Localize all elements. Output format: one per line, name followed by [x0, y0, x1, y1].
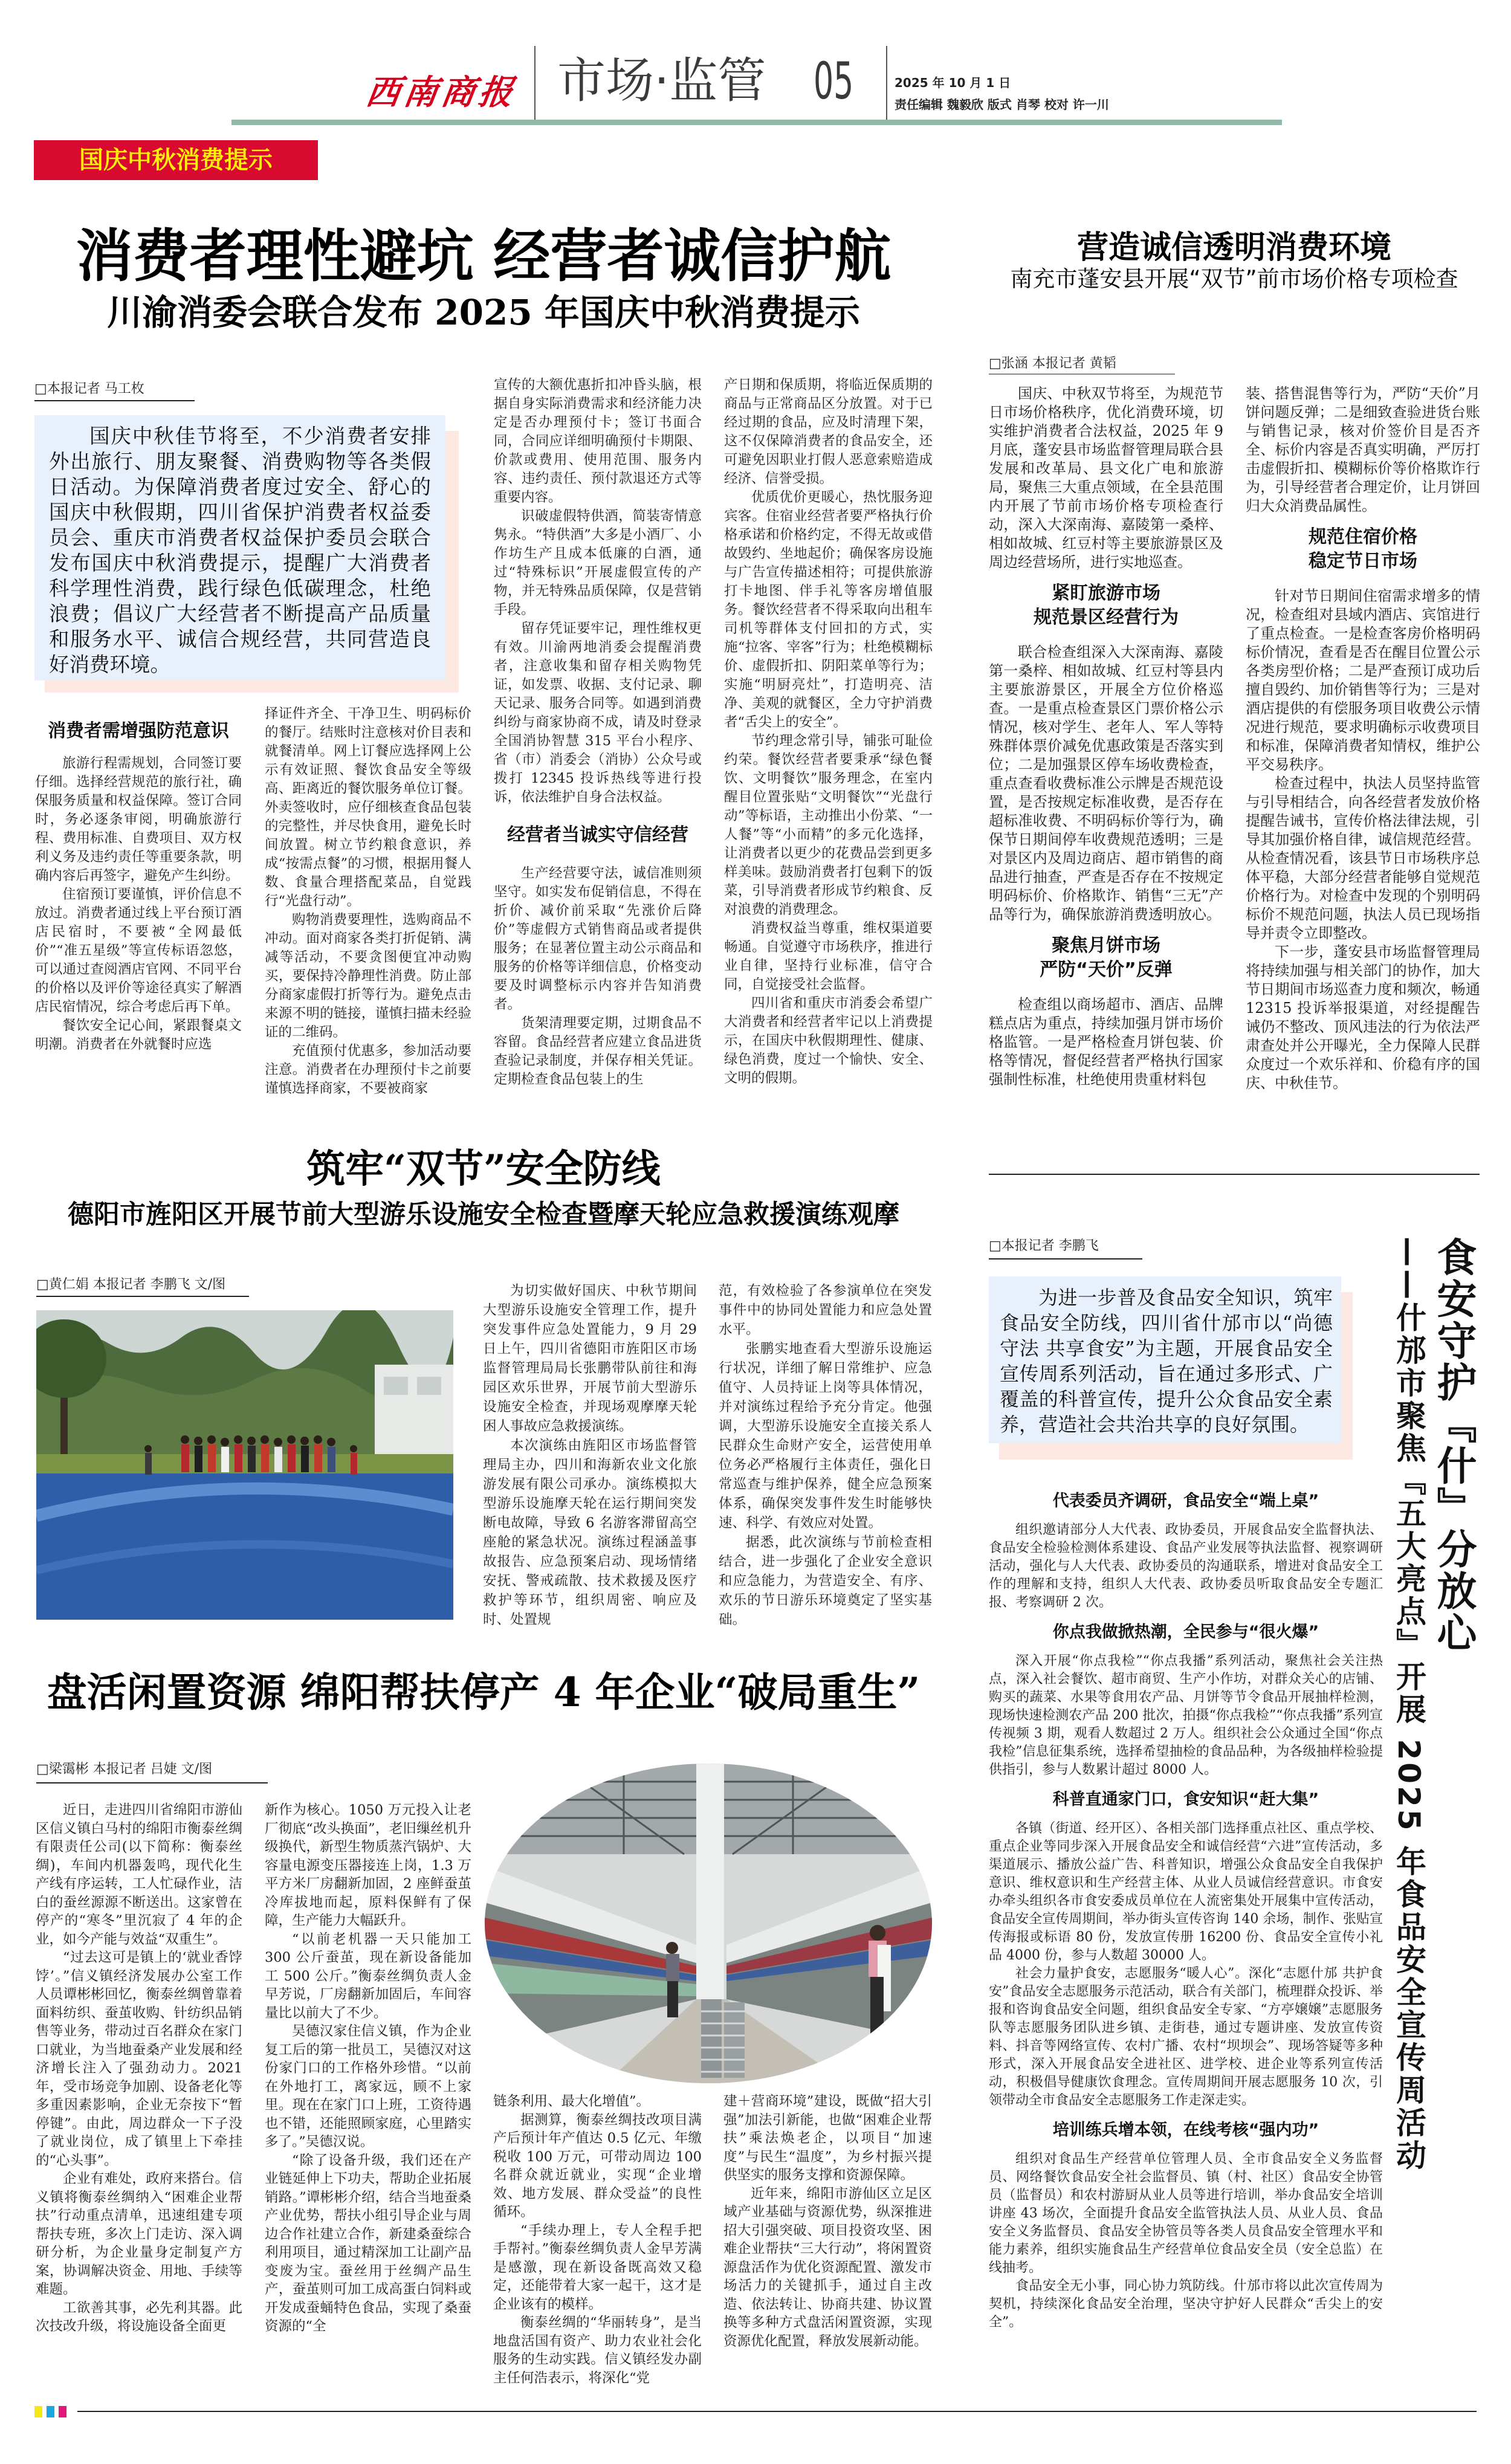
masthead-logo: 西南商报 [363, 73, 519, 112]
column-mianyang-2 [265, 1801, 471, 2336]
paragraph: 下一步，蓬安县市场监督管理局将持续加强与相关部门的协作，加大节日期间市场巡查力度和频次，畅通 12315 投诉举报渠道，对经提醒告诫仍不整改、顶风违法的行为依法严肃查处并公开曝光，全力保障人民群众度过一个欢乐祥和、价稳有序的国庆、中秋佳节。 [1246, 943, 1480, 1091]
subhead-science-outreach: 科普直通家门口，食安知识“赶大集” [1052, 1790, 1319, 1809]
subhead-deputies-research: 代表委员齐调研，食品安全“端上桌” [1052, 1492, 1319, 1510]
paragraph: 据悉，此次演练与节前检查相结合，进一步强化了企业安全意识和应急能力，为营造安全、有序、欢乐的节日游乐环境奠定了坚实基础。 [719, 1534, 932, 1628]
paragraph: 优质优价更暖心，热忱服务迎宾客。住宿业经营者要严格执行价格承诺和价格约定，不得无故或借故毁约、坐地起价；确保客房设施与广告宣传描述相符；可提供旅游打卡地图、伴手礼等客房增值服务。餐饮经营者不得采取向出租车司机等群体支付回扣的方式，实施“拉客、宰客”行为；杜绝模糊标价、虚假折扣、阴阳菜单等行为；实施“明厨亮灶”，打造明亮、洁净、美观的就餐区，全力守护消费者“舌尖上的安全”。 [724, 490, 933, 730]
headline-mianyang: 盘活闲置资源 绵阳帮扶停产 4 年企业“破局重生” [47, 1669, 921, 1716]
byline-mianyang: □梁霭彬 本报记者 吕婕 文/图 [36, 1762, 213, 1777]
paragraph: 近年来，绵阳市游仙区立足区域产业基础与资源优势，纵深推进招大引强突破、项目投资攻坚、困难企业帮扶“三大行动”，将闲置资源盘活作为优化资源配置、激发市场活力的关键抓手，通过自主改造、依法转让、协商共建、协议置换等多种方式盘活闲置资源，实现资源优化配置，释放发展新动能。 [723, 2185, 932, 2349]
photo-silk-factory-graphic [485, 1764, 932, 2083]
paragraph: 范，有效检验了各参演单位在突发事件中的协同处置能力和应急处置水平。 [719, 1283, 932, 1337]
summary-text: 为进一步普及食品安全知识，筑牢食品安全防线，四川省什邡市以“尚德守法 共享食安”为主题，开展食品安全宣传周系列活动，旨在通过多形式、广覆盖的科普宣传，提升公众食品安全素养，营造社会共治共享的良好氛围。 [1000, 1286, 1333, 1436]
subhead-line: 紧盯旅游市场 [1052, 583, 1160, 604]
paragraph: 吴德汉家住信义镇，作为企业复工后的第一批员工，吴德汉对这份家门口的工作格外珍惜。“以前在外地打工，离家远，顾不上家里。现在在家门口上班，工资待遇也不错，还能照顾家庭，心里踏实多了。”吴德汉说。 [265, 2023, 471, 2150]
byline-nanchong: □张涵 本报记者 黄韬 [989, 356, 1116, 371]
paragraph: 新作为核心。1050 万元投入让老厂彻底“改头换面”，老旧缫丝机升级换代，新型生物质蒸汽锅炉、大容量电源变压器接连上岗，1.3 万平方米厂房翻新加固，2 座鲜蚕茧冷库拔地而起，原料保鲜有了保障，生产能力大幅跃升。 [265, 1802, 471, 1929]
footer-rule [77, 2411, 1477, 2412]
paragraph: 装、搭售混售等行为，严防“天价”月饼问题反弹；二是细致查验进货台账与销售记录，核对价签价目是否齐全、标价内容是否真实明确，严厉打击虚假折扣、模糊标价等价格欺诈行为，引导经营者合理定价，让月饼回归大众消费品属性。 [1246, 385, 1480, 514]
column-deyang-2 [719, 1281, 932, 1629]
paragraph: 衡泰丝绸的“华丽转身”，是当地盘活国有资产、助力农业社会化服务的生动实践。信义镇经发办副主任何浩表示，将深化“党 [493, 2315, 702, 2386]
column-mianyang-4 [723, 2092, 932, 2350]
paragraph: 针对节日期间住宿需求增多的情况，检查组对县域内酒店、宾馆进行了重点检查。一是检查客房价格明码标价情况，查看是否在醒目位置公示各类房型价格；二是严查预订成功后擅自毁约、加价销售等行为；三是对酒店提供的有偿服务项目收费公示情况进行规范，要求明确标示收费项目和标准，保障消费者知情权，维护公平交易秩序。 [1246, 587, 1480, 773]
byline-deyang: □黄仁娟 本报记者 李鹏飞 文/图 [36, 1277, 226, 1292]
column-consumer-1 [35, 754, 242, 1054]
paragraph: 组织对食品生产经营单位管理人员、全市食品安全义务监督员、网络餐饮食品安全社会监督员、镇（村、社区）食品安全协管员（监督员）和农村游厨从业人员等进行培训，举办食品安全培训讲座 43 场次，全面提升食品安全监管执法人员、从业人员、食品安全义务监督员、食品安全协管员等各类人员食品安全管理水平和能力素养，组织实施食品生产经营单位食品安全员（安全总监）在线抽考。 [989, 2152, 1383, 2275]
paragraph: 联合检查组深入大深南海、嘉陵第一桑梓、相如故城、红豆村等县内主要旅游景区，开展全方位价格巡查。一是重点检查景区门票价格公示情况，核对学生、老年人、军人等特殊群体票价减免优惠政策是否落实到位；二是加强景区停车场收费检查，重点查看收费标准公示牌是否规范设置，是否按规定标准收费，是否存在超标准收费、不明码标价等行为，确保节日期间停车收费规范透明；三是对景区内及周边商店、超市销售的商品进行抽查，严查是否存在不按规定明码标价、价格欺诈、销售“三无”产品等行为，确保旅游消费透明放心。 [989, 644, 1223, 923]
paragraph: 充值预付优惠多，参加活动要注意。消费者在办理预付卡之前要谨慎选择商家，不要被商家 [265, 1043, 471, 1096]
column-deyang-1 [483, 1281, 697, 1629]
issue-date: 2025 年 10 月 1 日 [895, 76, 1011, 90]
register-mark-magenta [59, 2406, 66, 2417]
column-nanchong-1 [989, 384, 1223, 1089]
summary-box-consumer [34, 415, 445, 681]
column-nanchong-2 [1246, 384, 1480, 1093]
paragraph: 识破虚假特供酒，简装寄情意隽永。“特供酒”大多是小酒厂、小作坊生产且成本低廉的白酒，通过“特殊标识”开展虚假宣传的产物，并无特殊品质保障，仅是营销手段。 [494, 508, 702, 618]
paragraph: 据测算，衡泰丝绸技改项目满产后预计年产值达 0.5 亿元、年缴税收 100 万元，可带动周边 100 名群众就近就业，实现“企业增效、地方发展、群众受益”的良性循环。 [493, 2112, 702, 2220]
paragraph: 住宿预订要谨慎，评价信息不放过。消费者通过线上平台预订酒店民宿时，不要被“全网最低价”“准五星级”等宣传标语忽悠，可以通过查阅酒店官网、不同平台的价格以及评价等途径真实了解酒店民宿情况，综合考虑后再下单。 [35, 887, 242, 1015]
header-bar [231, 120, 1282, 125]
paragraph: 产日期和保质期，将临近保质期的商品与正常商品区分放置。对于已经过期的食品，应及时清理下架，这不仅保障消费者的食品安全，还可避免因职业打假人恶意索赔造成经济、信誉受损。 [724, 377, 933, 487]
page-number: 05 [814, 51, 854, 111]
byline-consumer: □本报记者 马工枚 [34, 381, 144, 396]
paragraph: 张鹏实地查看大型游乐设施运行状况，详细了解日常维护、应急值守、人员持证上岗等具体情况，并对演练过程给予充分肯定。他强调，大型游乐设施安全直接关系人民群众生命财产安全，运营使用单位务必严格履行主体责任，强化日常巡查与维护保养，健全应急预案体系，确保突发事件发生时能够快速、科学、有效应对处置。 [719, 1341, 932, 1531]
section-tag [34, 140, 318, 180]
paragraph: 检查组以商场超市、酒店、品牌糕点店为重点，持续加强月饼市场价格监管。一是严格检查月饼包装、价格等情况，督促经营者严格执行国家强制性标准，杜绝使用贵重材料包 [989, 996, 1223, 1088]
photo-silk-factory [485, 1764, 932, 2083]
byline-rule [36, 1782, 268, 1783]
paragraph: 链条利用、最大化增值”。 [493, 2094, 650, 2109]
paragraph: 择证件齐全、干净卫生、明码标价的餐厅。结账时注意核对价目表和就餐清单。网上订餐应选择网上公示有效证照、餐饮食品安全等级高、距离近的餐饮服务单位订餐。外卖签收时，应仔细核查食品包装的完整性，并尽快食用，避免长时间放置。树立节约粮食意识，养成“按需点餐”的习惯，根据用餐人数、食量合理搭配菜品，自觉践行“光盘行动”。 [265, 706, 471, 909]
headline-nanchong: 营造诚信透明消费环境 [1076, 229, 1391, 266]
byline-rule [34, 400, 195, 401]
byline-rule [989, 373, 1175, 375]
header-divider [534, 46, 535, 120]
byline-rule [36, 1296, 249, 1297]
paragraph: 国庆、中秋双节将至，为规范节日市场价格秩序，优化消费环境，切实维护消费者合法权益，2025 年 9 月底，蓬安县市场监督管理局联合县发展和改革局、县文化广电和旅游局，聚焦三大重点领域，在全县范围内开展了节前市场价格专项检查行动，深入大深南海、嘉陵第一桑梓、相如故城、红豆村等主要旅游景区及周边经营场所，进行实地巡查。 [989, 385, 1223, 571]
subhead-line: 规范住宿价格 [1309, 526, 1417, 548]
paragraph: 宣传的大额优惠折扣冲昏头脑，根据自身实际消费需求和经济能力决定是否办理预付卡；签订书面合同，合同应详细明确预付卡期限、价款或费用、使用范围、服务内容、违约责任、预付款退还方式等重要内容。 [494, 377, 702, 505]
subhead-tourism-market [989, 581, 1223, 630]
paragraph: 留存凭证要牢记，理性维权更有效。川渝两地消委会提醒消费者，注意收集和留存相关购物凭证，如发票、收据、支付记录、聊天记录、服务合同等。如遇到消费纠纷与商家协商不成，请及时登录全国消协智慧 315 平台小程序、省（市）消委会（消协）公众号或拨打 12345 投诉热线等进行投诉，依法维护自身合法权益。 [494, 621, 702, 805]
subhead-lodging-price [1246, 525, 1480, 574]
paragraph: 餐饮安全记心间，紧跟餐桌文明潮。消费者在外就餐时应选 [35, 1018, 242, 1052]
subheadline-deyang: 德阳市旌阳区开展节前大型游乐设施安全检查暨摩天轮应急救援演练观摩 [68, 1200, 899, 1230]
paragraph: 企业有难处，政府来搭台。信义镇将衡泰丝绸纳入“困难企业帮扶”行动重点清单，迅速组建专项帮扶专班，多次上门走访、深入调研分析，为企业量身定制复产方案，协调解决资金、用地、手续等难题。 [36, 2171, 242, 2297]
register-mark-cyan [47, 2406, 54, 2417]
subhead-training-exam: 培训练兵增本领，在线考核“强内功” [1052, 2121, 1319, 2139]
subhead-you-pick-we-test: 你点我做掀热潮，全民参与“很火爆” [1052, 1623, 1319, 1641]
paragraph: 工欲善其事，必先利其器。此次技改升级，将设施设备全面更 [36, 2300, 242, 2334]
column-mianyang-1 [36, 1801, 242, 2336]
subhead-line: 规范景区经营行为 [1034, 607, 1179, 628]
register-mark-yellow [34, 2406, 42, 2417]
section-tag-label: 国庆中秋消费提示 [79, 146, 273, 174]
subhead-operator-integrity: 经营者当诚实守信经营 [507, 824, 688, 846]
header-divider [886, 46, 887, 120]
byline-shifang: □本报记者 李鹏飞 [989, 1238, 1099, 1253]
column-shifang [989, 1487, 1383, 2332]
subheadline-nanchong: 南充市蓬安县开展“双节”前市场价格专项检查 [1010, 266, 1458, 292]
section-divider [989, 1174, 1480, 1175]
paragraph: 社会力量护食安，志愿服务“暖人心”。深化“志愿什邡 共护食安”食品安全志愿服务示范活动，联合有关部门，梳理群众投诉、举报和咨询食品安全问题，组织食品安全专家、“方亭嬢嬢”志愿服务队等志愿服务团队进乡镇、走街巷，通过专题讲座、发放宣传资料、抖音等网络宣传、农村广播、农村“坝坝会”、现场答疑等多种形式，深入开展食品安全进社区、进学校、进企业等系列宣传活动，积极倡导健康饮食理念。宣传周期间开展志愿服务 10 次，引领带动全市食品安全志愿服务工作走深走实。 [989, 1966, 1383, 2108]
photo-amusement-park-graphic [36, 1310, 453, 1620]
summary-text: 国庆中秋佳节将至，不少消费者安排外出旅行、朋友聚餐、消费购物等各类假日活动。为保障消费者度过安全、舒心的国庆中秋假期，四川省保护消费者权益委员会、重庆市消费者权益保护委员会联合发布国庆中秋消费提示，提醒广大消费者科学理性消费，践行绿色低碳理念，杜绝浪费；倡议广大经营者不断提高产品质量和服务水平、诚信合规经营，共同营造良好消费环境。 [49, 424, 431, 676]
summary-box-shifang [989, 1276, 1341, 1443]
paragraph: 消费权益当尊重，维权渠道要畅通。自觉遵守市场秩序，推进行业自律，坚持行业标准，信守合同，自觉接受社会监督。 [724, 920, 933, 992]
paragraph: 组织邀请部分人大代表、政协委员，开展食品安全监督执法、食品安全检验检测体系建设、食品产业发展等执法监督、视察调研活动，强化与人大代表、政协委员的沟通联系，增进对食品安全工作的理解和支持，组织人大代表、政协委员听取食品安全专题汇报、考察调研 2 次。 [989, 1522, 1383, 1610]
column-consumer-3 [494, 376, 702, 1089]
subhead-line: 聚焦月饼市场 [1052, 935, 1160, 956]
subhead-consumer-awareness: 消费者需增强防范意识 [48, 720, 229, 742]
column-consumer-2 [265, 705, 471, 1098]
headline-deyang: 筑牢“双节”安全防线 [306, 1146, 661, 1192]
paragraph: “除了设备升级，我们还在产业链延伸上下功夫，帮助企业拓展销路。”谭彬彬介绍，结合当地蚕桑产业优势，帮扶小组引导企业与周边合作社建立合作，新建桑蚕综合利用项目，通过精深加工让副产品变废为宝。蚕丝用于丝绸产品生产，蚕茧则可加工成高蛋白饲料或开发成蚕蛹特色食品，实现了桑蚕资源的“全 [265, 2152, 471, 2334]
subhead-mooncake-market [989, 934, 1223, 982]
paragraph: “手续办理上，专人全程手把手帮衬。”衡泰丝绸负责人金早芳满是感激，现在新设备既高效又稳定，还能带着大家一起干，这才是企业该有的模样。 [493, 2222, 702, 2312]
paragraph: 旅游行程需规划，合同签订要仔细。选择经营规范的旅行社，确保服务质量和权益保障。签订合同时，务必逐条审阅，明确旅游行程、费用标准、自费项目、双方权利义务及违约责任等重要条款，明确内容后再签字，避免产生纠纷。 [35, 755, 242, 884]
paragraph: 四川省和重庆市消委会希望广大消费者和经营者牢记以上消费提示，在国庆中秋假期理性、健康、绿色消费，度过一个愉快、安全、文明的假期。 [724, 995, 933, 1086]
paragraph: 购物消费要理性，选购商品不冲动。面对商家各类打折促销、满减等活动，不要贪图便宜冲动购买，要保持冷静理性消费。防止部分商家虚假打折等行为。避免点击来源不明的链接，谨慎扫描未经验证的二维码。 [265, 912, 471, 1040]
paragraph: 检查过程中，执法人员坚持监管与引导相结合，向各经营者发放价格提醒告诫书，宣传价格法律法规，引导其加强价格自律，诚信规范经营。从检查情况看，该县节日市场秩序总体平稳，大部分经营者能够自觉规范价格行为。对检查中发现的个别明码标价不规范问题，执法人员已现场指导并责令立即整改。 [1246, 775, 1480, 942]
section-title: 市场·监管 [557, 53, 766, 109]
column-mianyang-3 [493, 2092, 702, 2387]
column-consumer-4 [724, 376, 933, 1088]
paragraph: 建＋营商环境”建设，既做“招大引强”加法引新能，也做“困难企业帮扶”乘法焕老企，以项目“加速度”与民生“温度”，为乡村振兴提供坚实的服务支撑和资源保障。 [723, 2094, 932, 2183]
photo-amusement-park-drill [36, 1310, 453, 1620]
paragraph: 深入开展“你点我检”“你点我播”系列活动，聚焦社会关注热点，深入社会餐饮、超市商贸、生产小作坊，对群众关心的店铺、购买的蔬菜、水果等食用农产品、月饼等节令食品开展抽样检测，现场快速检测农产品 200 批次，拍摄“你点我检”“你点我播”系列宣传视频 3 期，观看人数超过 2 万人。组织社会公众通过全国“你点我检”信息征集系统，选择希望抽检的食品品种，为各级抽样检验提供指引，参与人数累计超过 8000 人。 [989, 1654, 1383, 1777]
paragraph: 节约理念常引导，铺张可耻俭约荣。餐饮经营者要秉承“绿色餐饮、文明餐饮”服务理念，在室内醒目位置张贴“文明餐饮”“光盘行动”等标语，主动推出小份菜、“一人餐”等“小而精”的多元化选择，让消费者以更少的花费品尝到更多样美味。鼓励消费者打包剩下的饭菜，引导消费者形成节约粮食、反对浪费的消费理念。 [724, 733, 933, 917]
subheadline-shifang-vertical: ——什邡市聚焦『五大亮点』开展 2025 年食品安全宣传周活动 [1391, 1237, 1426, 2172]
paragraph: “过去这可是镇上的‘就业香饽饽’。”信义镇经济发展办公室工作人员谭彬彬回忆，衡泰丝绸曾靠着面料纺织、蚕茧收购、针纺织品销售等业务，带动过百名群众在家门口就业，为当地蚕桑产业发展和经济增长注入了强劲动力。2021 年，受市场竞争加剧、设备老化等多重因素影响，企业无奈按下“暂停键”。由此，周边群众一下子没了就业岗位，成了镇里上下牵挂的“心头事”。 [36, 1950, 242, 2168]
subheadline-consumer: 川渝消委会联合发布 2025 年国庆中秋消费提示 [107, 292, 860, 333]
headline-shifang-vertical: 食安守护『什』分放心 [1430, 1237, 1477, 1654]
paragraph: “以前老机器一天只能加工 300 公斤蚕茧，现在新设备能加工 500 公斤。”衡泰丝绸负责人金早芳说，厂房翻新加固后，车间容量比以前大了不少。 [265, 1931, 471, 2021]
paragraph: 各镇（街道、经开区）、各相关部门选择重点社区、重点学校、重点企业等同步深入开展食品安全和诚信经营“六进”宣传活动，多渠道展示、播放公益广告、科普知识，增强公众食品安全自我保护意识、维权意识和生产经营主体、从业人员诚信经营意识。市食安办牵头组织各市食安委成员单位在人流密集处开展集中宣传活动，食品安全宣传周期间，举办街头宣传咨询 140 余场，制作、张贴宣传海报或标语 80 份，发放宣传册 16200 份、食品安全宣传小礼品 4000 份，参与人数超 30000 人。 [989, 1821, 1383, 1963]
paragraph: 食品安全无小事，同心协力筑防线。什邡市将以此次宣传周为契机，持续深化食品安全治理，坚决守护好人民群众“舌尖上的安全”。 [989, 2278, 1383, 2330]
paragraph: 近日，走进四川省绵阳市游仙区信义镇白马村的绵阳市衡泰丝绸有限责任公司(以下简称：衡泰丝绸)，车间内机器轰鸣，现代化生产线有序运转，工人忙碌作业，洁白的蚕丝源源不断送出。这家曾在停产的“寒冬”里沉寂了 4 年的企业，如今产能与效益“双重生”。 [36, 1802, 242, 1947]
byline-rule [989, 1258, 1142, 1259]
editor-credits: 责任编辑 魏毅欣 版式 肖琴 校对 许一川 [895, 97, 1109, 112]
paragraph: 生产经营要守法，诚信准则须坚守。如实发布促销信息，不得在折价、减价前采取“先涨价后降价”等虚假方式销售商品或者提供服务；在显著位置主动公示商品和服务的价格等详细信息，价格变动要及时调整标示内容并告知消费者。 [494, 865, 702, 1012]
paragraph: 本次演练由旌阳区市场监督管理局主办，四川和海新农业文化旅游发展有限公司承办。演练模拟大型游乐设施摩天轮在运行期间突发断电故障，导致 6 名游客滞留高空座舱的紧急状况。演练过程涵盖事故报告、应急预案启动、现场情绪安抚、警戒疏散、技术救援及医疗救护等环节，组织周密、响应及时、处置规 [483, 1438, 697, 1628]
subhead-line: 稳定节日市场 [1309, 551, 1417, 572]
paragraph: 货架清理要定期，过期食品不容留。食品经营者应建立食品进货查验记录制度，并保存相关凭证。定期检查食品包装上的生 [494, 1015, 702, 1087]
subhead-line: 严防“天价”反弹 [1040, 959, 1173, 980]
headline-consumer: 消费者理性避坑 经营者诚信护航 [76, 224, 891, 289]
paragraph: 为切实做好国庆、中秋节期间大型游乐设施安全管理工作，提升突发事件应急处置能力，9 月 29 日上午，四川省德阳市旌阳区市场监督管理局局长张鹏带队前往和海园区欢乐世界，开展节前大型游乐设施安全检查，并现场观摩摩天轮困人事故应急救援演练。 [483, 1283, 697, 1434]
